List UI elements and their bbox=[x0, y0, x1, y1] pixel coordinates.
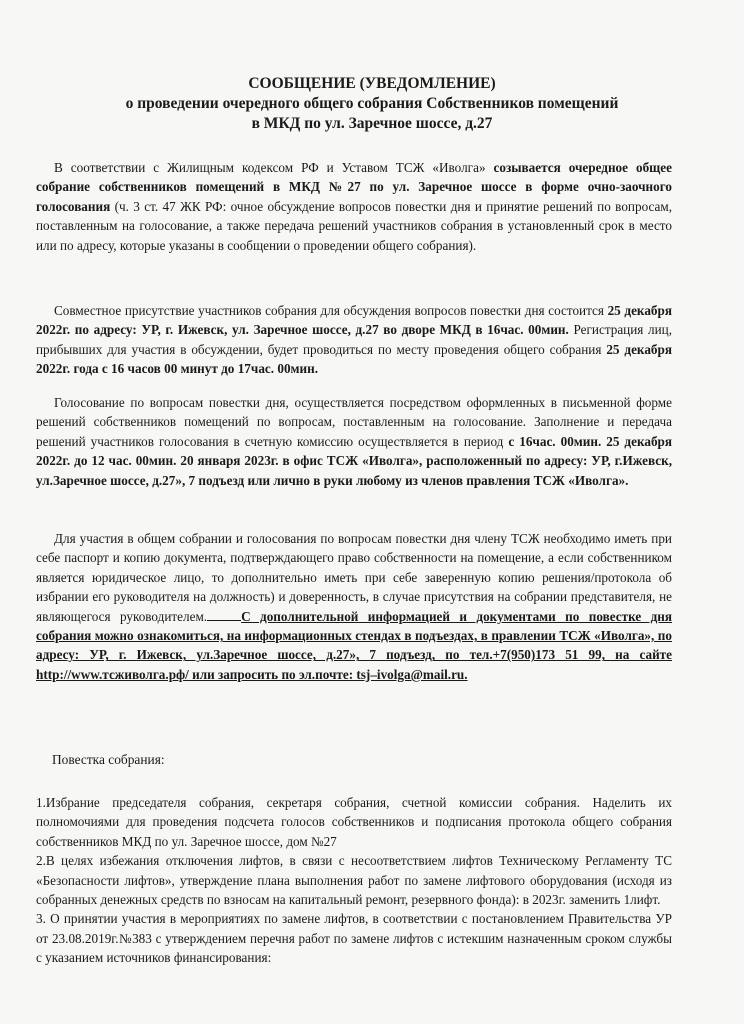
p1-text-a: В соответствии с Жилищным кодексом РФ и Уставом ТСЖ «Иволга» bbox=[54, 160, 494, 175]
paragraph-convocation bbox=[36, 158, 672, 255]
document-header bbox=[0, 74, 744, 134]
p3-text-a: Голосование по вопросам повестки дня, осуществляется посредством оформленных в письменной форме решений собственников помещений по вопросам, поставленным на голосование. Заполнение и передача решений участников голосования в счетную комиссию осуществляется в период bbox=[36, 395, 672, 449]
p4-text-info: С дополнительной информацией и документами по повестке дня собрания можно ознакомиться, на информационных стендах в подъездах, в правлении ТСЖ «Иволга», по адресу: УР, г. Ижевск, ул.Заречное шоссе, д.27», 7 подъезд, по тел.+7(950)173 51 99, на сайте http://www.тсживолга.рф/ или запросить по эл.почте: tsj–ivolga@mail.ru. bbox=[36, 608, 672, 682]
agenda-item: 2.В целях избежания отключения лифтов, в связи с несоответствием лифтов Техническому Регламенту ТС «Безопасности лифтов», утверждение плана выполнения работ по замене лифтового оборудования (исходя из собранных денежных средств по взносам на капитальный ремонт, резервного фонда): в 2023г. заменить 1лифт. bbox=[36, 853, 672, 908]
agenda-item: 3. О принятии участия в мероприятиях по замене лифтов, в соответствии с постановлением Правительства УР от 23.08.2019г.№383 с утверждением перечня работ по замене лифтов с истекшим назначенным сроком службы с указанием источников финансирования: bbox=[36, 911, 672, 966]
document-address: в МКД по ул. Заречное шоссе, д.27 bbox=[251, 115, 493, 132]
agenda-item: 1.Избрание председателя собрания, секретаря собрания, счетной комиссии собрания. Наделить их полномочиями для проведения подсчета голосов собственников и подписания протокола общего собрания собственников МКД по ул. Заречное шоссе, дом №27 bbox=[36, 795, 672, 849]
paragraph-voting bbox=[36, 393, 672, 490]
agenda-list bbox=[36, 793, 672, 968]
agenda-heading: Повестка собрания: bbox=[52, 752, 165, 767]
document-subtitle: о проведении очередного общего собрания Собственников помещений bbox=[125, 95, 619, 112]
p4-text-a: Для участия в общем собрании и голосования по вопросам повестки дня члену ТСЖ необходимо иметь при себе паспорт и копию документа, подтверждающего право собственности на помещение, а если собственником является юридическое лицо, то дополнительно иметь при себе заверенную копию решения/протокола об избрании его руководителя на должность) и доверенность, в случае присутствия на собрании представителя, не являющегося руководителем. bbox=[36, 531, 672, 624]
p2-text-bold-date: 25 декабря 2022г. по адресу: УР, г. Ижевск, ул. Заречное шоссе, д.27 во дворе МКД в 16час. 00мин. bbox=[36, 303, 672, 338]
p1-text-c: (ч. 3 ст. 47 ЖК РФ: очное обсуждение вопросов повестки дня и принятие решений по вопросам, поставленным на голосование, а также передача решений участников собрания в установленный срок в место или по адресу, которые указаны в сообщении о проведении общего собрания). bbox=[36, 198, 672, 253]
paragraph-meeting bbox=[36, 301, 672, 379]
p2-text-bold-time: 25 декабря 2022г. года с 16 часов 00 минут до 17час. 00мин. bbox=[36, 341, 672, 377]
p3-text-bold: с 16час. 00мин. 25 декабря 2022г. до 12 час. 00мин. 20 января 2023г. в офис ТСЖ «Иволга», расположенный по адресу: УР, г.Ижевск, ул.Заречное шоссе, д.27», 7 подъезд или лично в руки любому из членов правления ТСЖ «Иволга». bbox=[36, 433, 673, 488]
p2-text-a: Совместное присутствие участников собрания для обсуждения вопросов повестки дня состоится bbox=[54, 303, 608, 318]
document-title: СООБЩЕНИЕ (УВЕДОМЛЕНИЕ) bbox=[248, 75, 496, 92]
p2-text-c: Регистрация лиц, прибывших для участия в обсуждении, будет проводиться по месту проведения общего собрания bbox=[36, 322, 672, 357]
paragraph-participation bbox=[36, 529, 672, 684]
p1-text-bold: созывается очередное общее собрание собственников помещений в МКД №27 по ул. Заречное шоссе в форме очно-заочного голосования bbox=[36, 160, 672, 214]
